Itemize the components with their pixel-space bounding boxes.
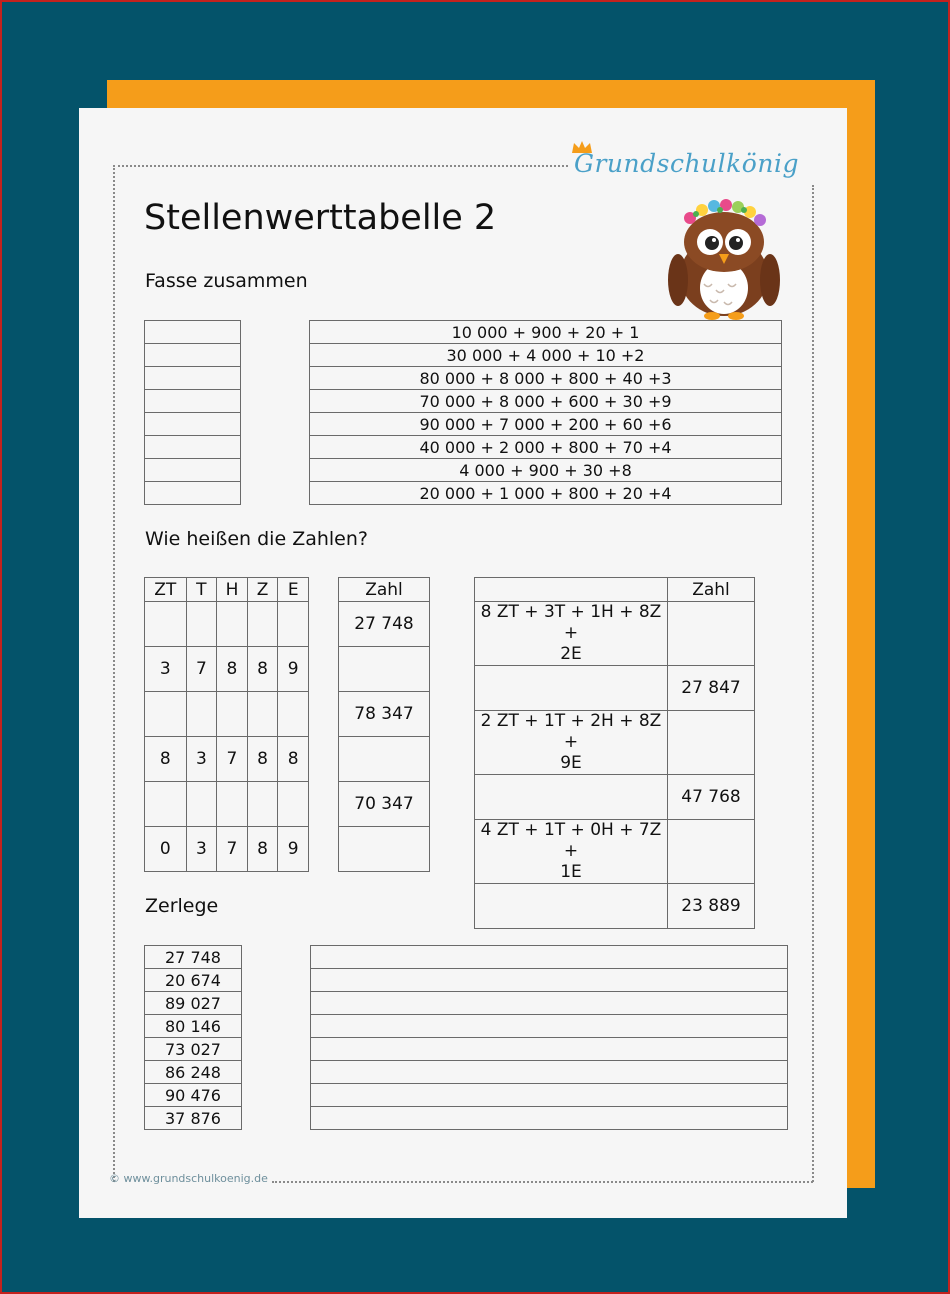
sum-cell: 10 000 + 900 + 20 + 1 <box>310 321 782 344</box>
expression-cell[interactable] <box>475 666 668 711</box>
answer-cell[interactable] <box>145 321 241 344</box>
decompose-number-cell: 80 146 <box>145 1015 242 1038</box>
place-value-cell[interactable] <box>247 692 278 737</box>
expression-cell[interactable] <box>475 884 668 929</box>
expression-result-cell: 23 889 <box>668 884 755 929</box>
place-value-cell: 0 <box>145 827 187 872</box>
place-value-cell: 7 <box>217 827 248 872</box>
answer-cell[interactable] <box>145 413 241 436</box>
section-heading-zerlege: Zerlege <box>145 895 219 917</box>
header-h: H <box>217 578 248 602</box>
place-value-cell: 3 <box>186 737 217 782</box>
place-value-cell[interactable] <box>186 782 217 827</box>
place-value-cell[interactable] <box>217 782 248 827</box>
zahl-cell: 70 347 <box>339 782 430 827</box>
brand-logo: Grundschulkönig <box>574 149 799 178</box>
place-value-cell[interactable] <box>278 782 309 827</box>
decompose-answer-cell[interactable] <box>311 1084 788 1107</box>
place-value-cell[interactable] <box>247 782 278 827</box>
sum-table <box>309 320 782 505</box>
decompose-number-cell: 86 248 <box>145 1061 242 1084</box>
dotted-border-right <box>812 185 814 1182</box>
place-value-cell[interactable] <box>278 602 309 647</box>
place-value-cell: 3 <box>145 647 187 692</box>
header-zt: ZT <box>145 578 187 602</box>
place-value-cell: 7 <box>186 647 217 692</box>
decompose-number-cell: 90 476 <box>145 1084 242 1107</box>
place-value-row <box>145 827 309 872</box>
expression-cell: 8 ZT + 3T + 1H + 8Z + 2E <box>475 602 668 666</box>
expression-result-cell[interactable] <box>668 711 755 775</box>
section-heading-zahlen: Wie heißen die Zahlen? <box>145 528 368 550</box>
place-value-cell: 8 <box>278 737 309 782</box>
answer-cell[interactable] <box>145 459 241 482</box>
place-value-cell[interactable] <box>278 692 309 737</box>
zahl-cell: 27 748 <box>339 602 430 647</box>
place-value-cell[interactable] <box>186 692 217 737</box>
expression-cell[interactable] <box>475 775 668 820</box>
place-value-row <box>145 782 309 827</box>
sum-cell: 80 000 + 8 000 + 800 + 40 +3 <box>310 367 782 390</box>
decompose-number-cell: 27 748 <box>145 946 242 969</box>
zahl-cell[interactable] <box>339 737 430 782</box>
decompose-number-cell: 89 027 <box>145 992 242 1015</box>
place-value-cell: 8 <box>247 647 278 692</box>
expression-result-cell[interactable] <box>668 820 755 884</box>
answer-cell[interactable] <box>145 367 241 390</box>
place-value-table <box>144 577 309 872</box>
page-title: Stellenwerttabelle 2 <box>144 198 497 238</box>
place-value-cell: 8 <box>247 737 278 782</box>
place-value-cell[interactable] <box>186 602 217 647</box>
zahl-cell[interactable] <box>339 827 430 872</box>
expression-result-cell: 27 847 <box>668 666 755 711</box>
place-value-cell: 8 <box>145 737 187 782</box>
decompose-answer-cell[interactable] <box>311 1015 788 1038</box>
owl-icon <box>664 194 784 322</box>
answer-cell[interactable] <box>145 482 241 505</box>
sum-cell: 90 000 + 7 000 + 200 + 60 +6 <box>310 413 782 436</box>
answer-cell[interactable] <box>145 436 241 459</box>
answer-box-table <box>144 320 241 505</box>
sum-cell: 30 000 + 4 000 + 10 +2 <box>310 344 782 367</box>
decompose-answer-table <box>310 945 788 1130</box>
place-value-cell[interactable] <box>247 602 278 647</box>
zahl-cell: 78 347 <box>339 692 430 737</box>
decompose-answer-cell[interactable] <box>311 946 788 969</box>
expression-header <box>475 578 668 602</box>
header-z: Z <box>247 578 278 602</box>
expression-result-cell: 47 768 <box>668 775 755 820</box>
place-value-cell[interactable] <box>217 692 248 737</box>
place-value-cell: 9 <box>278 827 309 872</box>
dotted-border-bottom <box>272 1181 813 1183</box>
place-value-row <box>145 647 309 692</box>
expression-table <box>474 577 755 929</box>
footer-copyright: © www.grundschulkoenig.de <box>109 1172 268 1185</box>
decompose-answer-cell[interactable] <box>311 992 788 1015</box>
decompose-answer-cell[interactable] <box>311 969 788 992</box>
decompose-answer-cell[interactable] <box>311 1061 788 1084</box>
zahl-header: Zahl <box>339 578 430 602</box>
sum-cell: 20 000 + 1 000 + 800 + 20 +4 <box>310 482 782 505</box>
place-value-row <box>145 737 309 782</box>
place-value-cell[interactable] <box>145 602 187 647</box>
place-value-cell: 3 <box>186 827 217 872</box>
place-value-cell: 9 <box>278 647 309 692</box>
sum-cell: 4 000 + 900 + 30 +8 <box>310 459 782 482</box>
expression-result-cell[interactable] <box>668 602 755 666</box>
answer-cell[interactable] <box>145 344 241 367</box>
place-value-cell: 8 <box>247 827 278 872</box>
place-value-row <box>145 602 309 647</box>
place-value-cell[interactable] <box>145 782 187 827</box>
answer-cell[interactable] <box>145 390 241 413</box>
decompose-number-cell: 20 674 <box>145 969 242 992</box>
decompose-number-cell: 37 876 <box>145 1107 242 1130</box>
zahl-table <box>338 577 430 872</box>
sum-cell: 70 000 + 8 000 + 600 + 30 +9 <box>310 390 782 413</box>
decompose-answer-cell[interactable] <box>311 1038 788 1061</box>
expression-cell: 2 ZT + 1T + 2H + 8Z + 9E <box>475 711 668 775</box>
dotted-border-left <box>113 165 115 1182</box>
decompose-number-cell: 73 027 <box>145 1038 242 1061</box>
place-value-cell: 8 <box>217 647 248 692</box>
place-value-cell: 7 <box>217 737 248 782</box>
header-t: T <box>186 578 217 602</box>
expression-zahl-header: Zahl <box>668 578 755 602</box>
decompose-answer-cell[interactable] <box>311 1107 788 1130</box>
dotted-border-top <box>113 165 568 167</box>
sum-cell: 40 000 + 2 000 + 800 + 70 +4 <box>310 436 782 459</box>
header-e: E <box>278 578 309 602</box>
place-value-cell[interactable] <box>217 602 248 647</box>
decompose-numbers-table <box>144 945 242 1130</box>
expression-cell: 4 ZT + 1T + 0H + 7Z + 1E <box>475 820 668 884</box>
place-value-cell[interactable] <box>145 692 187 737</box>
place-value-row <box>145 692 309 737</box>
zahl-cell[interactable] <box>339 647 430 692</box>
section-heading-fasse: Fasse zusammen <box>145 270 308 292</box>
